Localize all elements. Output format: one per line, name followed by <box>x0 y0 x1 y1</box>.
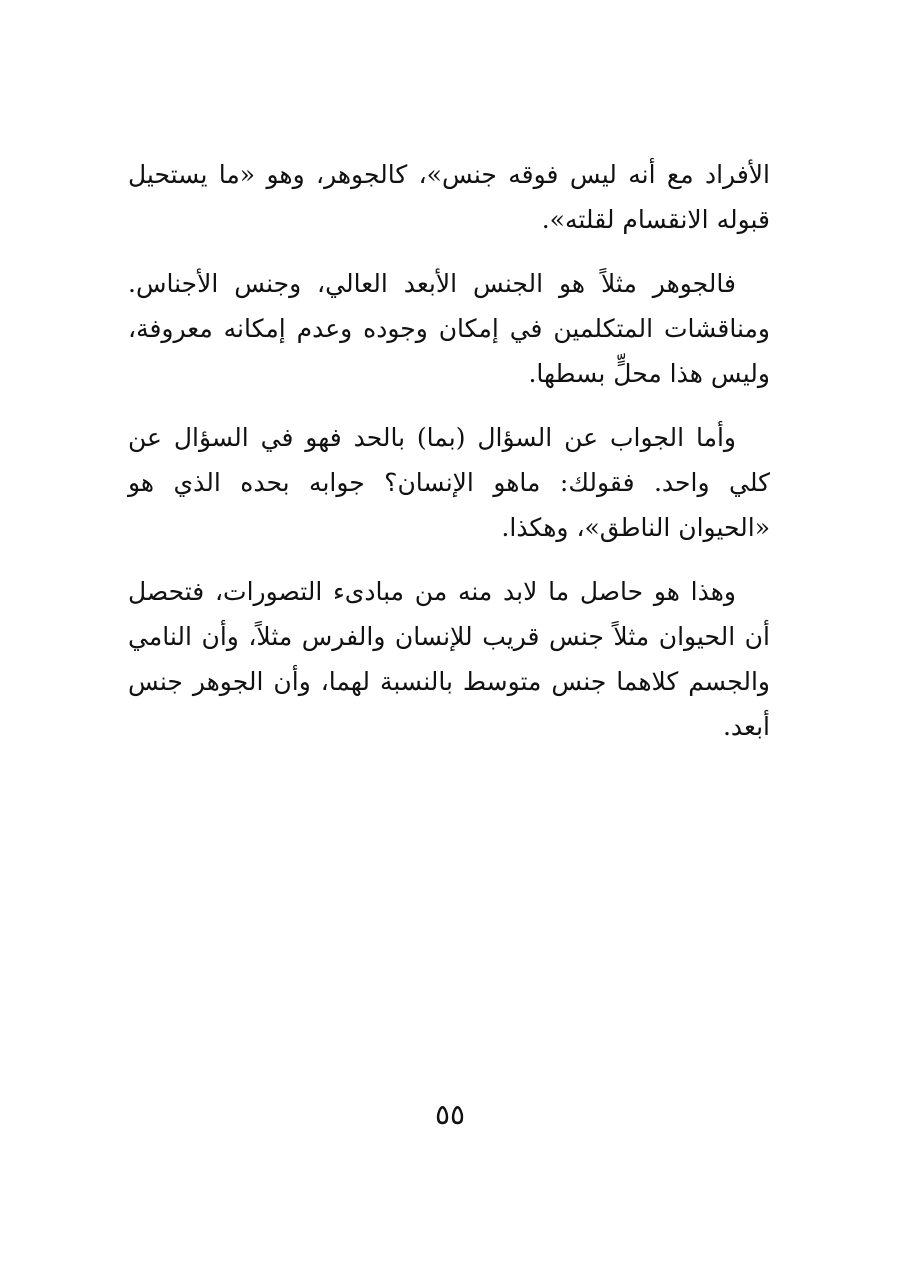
body-text <box>128 152 770 768</box>
paragraph-2: فالجوهر مثلاً هو الجنس الأبعد العالي، وجنس الأجناس. ومناقشات المتكلمين في إمكان وجوده وعدم إمكانه معروفة، وليس هذا محلٍّ بسطها. <box>128 269 770 388</box>
paragraph-4: وهذا هو حاصل ما لابد منه من مبادىء التصورات، فتحصل أن الحيوان مثلاً جنس قريب للإنسان والفرس مثلاً، وأن النامي والجسم كلاهما جنس متوسط بالنسبة لهما، وأن الجوهر جنس أبعد. <box>128 577 770 741</box>
page-number: ٥٥ <box>434 1098 466 1131</box>
paragraph-3: وأما الجواب عن السؤال (بما) بالحد فهو في السؤال عن كلي واحد. فقولك: ماهو الإنسان؟ جوابه بحده الذي هو «الحيوان الناطق»، وهكذا. <box>128 423 770 542</box>
paragraph-1: الأفراد مع أنه ليس فوقه جنس»، كالجوهر، وهو «ما يستحيل قبوله الانقسام لقلته». <box>128 160 770 234</box>
